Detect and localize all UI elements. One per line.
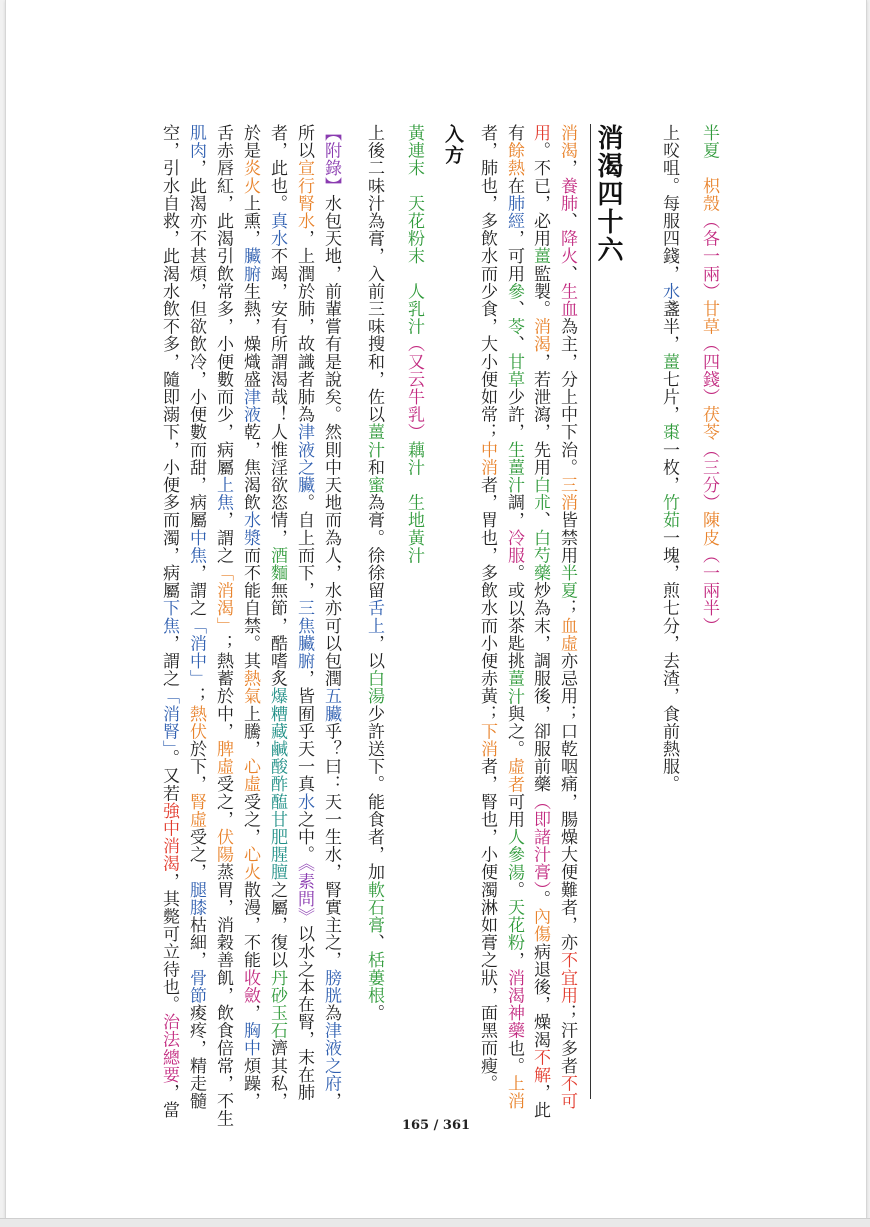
text-run: 竹茹 xyxy=(659,493,679,529)
text-run: 消渴 xyxy=(557,124,577,160)
text-column-6 xyxy=(474,124,500,1092)
text-run: 亦忌用；口乾咽痛，腸燥大便難者，亦 xyxy=(557,652,577,952)
section-heading: 消渴四十六 xyxy=(593,124,623,264)
text-run: 有 xyxy=(504,124,524,142)
text-run: ，此渴亦不甚煩，但欲飲冷，小便數而甜，病屬 xyxy=(186,159,206,529)
text-run: 下焦 xyxy=(159,599,179,635)
text-column-2 xyxy=(656,124,682,793)
text-run: 「消渴」 xyxy=(213,564,233,635)
text-run: 舌上 xyxy=(364,599,384,635)
text-run: 和 xyxy=(364,458,384,477)
text-run: 肺經 xyxy=(504,194,524,230)
text-run: 水包天地，前輩嘗有是說矣。然則中天地而為人，水亦可以包潤 xyxy=(321,194,341,688)
text-run: 上騰， xyxy=(240,704,260,758)
text-run: 內傷 xyxy=(530,907,550,943)
text-run: 。又若 xyxy=(159,749,179,802)
text-run: 蜜 xyxy=(364,476,384,494)
text-run: 枯細， xyxy=(186,916,206,969)
text-run: 脾虛 xyxy=(213,740,233,776)
text-run: 消渴神藥 xyxy=(504,968,524,1040)
text-run: 一塊，煎七分，去渣，食前熱服。 xyxy=(659,528,679,793)
text-column-1 xyxy=(696,124,722,634)
text-run: 枳殼 xyxy=(699,176,719,213)
text-run: 水漿 xyxy=(240,511,260,547)
text-run: 者，此也。 xyxy=(267,124,287,212)
page-total: 361 xyxy=(442,1118,471,1133)
text-column-8 xyxy=(361,124,387,1022)
text-run: 上焦 xyxy=(213,476,233,512)
heading-divider xyxy=(590,124,591,1099)
text-run: 薑 xyxy=(659,352,679,371)
text-run: 栝蔞根 xyxy=(364,951,384,1005)
text-run: 不竭，安有所謂渴哉！人惟淫欲恣情， xyxy=(267,247,287,547)
text-column-13 xyxy=(210,124,236,1127)
page-separator: / xyxy=(433,1118,439,1133)
page-number: 165 xyxy=(401,1118,430,1133)
text-run: 調， xyxy=(504,493,524,529)
text-run: 空，引水自救，此渴水飲不多，隨即溺下，小便多而濁，病屬 xyxy=(159,124,179,600)
text-run: 津液之臟 xyxy=(294,423,314,494)
text-run: 中焦 xyxy=(186,528,206,565)
text-run: 散漫，不能 xyxy=(240,880,260,969)
text-run: 。 xyxy=(364,1004,384,1022)
text-run: 受之， xyxy=(213,775,233,829)
text-run: 盞半， xyxy=(659,300,679,353)
text-run: ；熱蓄於中， xyxy=(213,634,233,741)
text-run: 上㕮咀。每服四錢， xyxy=(659,124,679,283)
text-run: 虛者 xyxy=(504,757,524,793)
text-run: ，若泄瀉，先用 xyxy=(530,352,550,477)
text-run: 七片， xyxy=(659,370,679,424)
text-run: 「消中」 xyxy=(186,616,206,688)
text-run: 者，肺也，多飲水而少食，大小便如常； xyxy=(477,124,497,441)
text-run: 心虛 xyxy=(240,757,260,793)
text-run: ，當 xyxy=(159,1083,179,1119)
text-run: 為膏。徐徐留 xyxy=(364,493,384,600)
text-run: 骨節 xyxy=(186,968,206,1005)
text-run: 丹砂玉石 xyxy=(267,968,287,1040)
text-run: 半夏 xyxy=(557,564,577,600)
text-run: 爆糟藏鹹酸酢醢甘肥腥膻 xyxy=(267,687,287,881)
text-run: 生血 xyxy=(557,282,577,318)
text-run: 黃連末 天花粉末 人乳汁 xyxy=(404,124,424,336)
text-run: 伏陽 xyxy=(213,828,233,864)
text-run: 心火 xyxy=(240,845,260,881)
text-run: 上消 xyxy=(504,1074,524,1110)
text-run: 降火 xyxy=(557,229,577,265)
text-run: 《素問》 xyxy=(294,863,314,926)
text-run: （各一兩） xyxy=(699,212,719,301)
text-run: 為 xyxy=(321,1004,341,1022)
text-run: 冷服 xyxy=(504,528,524,565)
text-column-15 xyxy=(156,124,182,1119)
text-run: 少許， xyxy=(504,388,524,441)
text-run: 於是 xyxy=(240,124,260,160)
text-column-5 xyxy=(501,124,527,1110)
text-run: ， xyxy=(240,1004,260,1022)
text-run: 半夏 xyxy=(699,124,719,177)
text-run: 炎火 xyxy=(240,159,260,195)
text-column-4 xyxy=(527,124,553,1119)
text-run: 用 xyxy=(530,124,550,142)
text-run: 痠疼，精走髓 xyxy=(186,1004,206,1110)
text-run: ，以 xyxy=(364,634,384,670)
text-column-9 xyxy=(318,124,344,1110)
text-run: 三焦臟腑 xyxy=(294,599,314,670)
text-run: 津液 xyxy=(240,388,260,424)
text-run: 熱氣 xyxy=(240,669,260,705)
text-run: （四錢） xyxy=(699,335,719,406)
text-run: 三消 xyxy=(557,476,577,512)
text-run: 受之， xyxy=(240,792,260,846)
text-column-3 xyxy=(554,124,580,1110)
text-run: 、 xyxy=(504,300,524,318)
text-column-14 xyxy=(183,124,209,1110)
text-column-11 xyxy=(264,124,290,1110)
text-run: 。不已，必用 xyxy=(530,141,550,248)
text-run: 腿膝 xyxy=(186,880,206,917)
text-run: 下消 xyxy=(477,722,497,758)
text-run: 餘熱 xyxy=(504,141,524,177)
text-run: 宣行腎水 xyxy=(294,159,314,230)
text-run: 不解 xyxy=(530,1048,550,1084)
text-run: 水 xyxy=(294,792,314,811)
text-run: 生熱，燥熾盛 xyxy=(240,282,260,389)
text-column-10 xyxy=(291,124,317,1101)
page-indicator xyxy=(6,1118,866,1133)
text-run: 腎虛 xyxy=(186,792,206,829)
text-run: 之中。 xyxy=(294,810,314,864)
text-run: 薑汁 xyxy=(364,423,384,459)
text-run: 、 xyxy=(557,212,577,230)
page xyxy=(5,0,867,1218)
text-run: 乾，焦渴飲 xyxy=(240,423,260,512)
text-run: （三分） xyxy=(699,440,719,512)
text-run: 肌肉 xyxy=(186,124,206,160)
text-run: 蒸胃，消穀善飢，飲食倍常，不生 xyxy=(213,863,233,1128)
text-run: 陳皮 xyxy=(699,511,719,547)
text-run: 水 xyxy=(659,282,679,301)
text-run: 膀胱 xyxy=(321,968,341,1005)
text-run: 天花粉 xyxy=(504,898,524,952)
text-run: 炒為末，調服後，卻服前藥 xyxy=(530,581,550,793)
text-run: 治法總要 xyxy=(159,1013,179,1084)
text-run: ；汗多者 xyxy=(557,1004,577,1075)
text-run: 白朮 xyxy=(530,476,550,512)
text-run: 強中消渴 xyxy=(159,801,179,873)
text-run: 白芍藥 xyxy=(530,528,550,582)
text-run: 不宜用 xyxy=(557,951,577,1005)
text-run: 。自上而下， xyxy=(294,493,314,600)
text-run: 而不能自禁。其 xyxy=(240,546,260,670)
text-run: 參 xyxy=(504,282,524,301)
text-run: ，謂之 xyxy=(213,511,233,565)
text-run: 。 xyxy=(530,889,550,908)
text-column-7 xyxy=(401,124,427,564)
text-run: 一枚， xyxy=(659,440,679,494)
text-column-12 xyxy=(237,124,263,1110)
text-run: 無節，酷嗜炙 xyxy=(267,581,287,688)
text-run: 濟其私， xyxy=(267,1039,287,1110)
text-run: 胸中 xyxy=(240,1021,260,1057)
text-run: 煩躁， xyxy=(240,1056,260,1110)
text-run: ， xyxy=(321,1092,341,1110)
text-run: 。 xyxy=(504,880,524,899)
text-run: 為主，分上中下治。 xyxy=(557,317,577,477)
text-run: ，此 xyxy=(530,1083,550,1119)
text-run: 、 xyxy=(364,933,384,952)
text-run: 以水之本在腎，末在肺 xyxy=(294,925,314,1102)
text-run: ，可用 xyxy=(504,229,524,283)
text-run: 上後二味汁為膏，入前三味搜和，佐以 xyxy=(364,124,384,424)
text-run: 、 xyxy=(557,264,577,283)
text-run: 、 xyxy=(504,335,524,353)
text-run: 皆禁用 xyxy=(557,511,577,565)
text-run: 軟石膏 xyxy=(364,880,384,934)
text-run: 生薑汁 xyxy=(504,440,524,494)
text-run: 之屬，復以 xyxy=(267,880,287,969)
text-run: 薑 xyxy=(530,247,550,265)
text-run: 、 xyxy=(530,511,550,529)
text-run: 棗 xyxy=(659,423,679,441)
text-run: 甘草 xyxy=(504,352,524,389)
text-run: 白湯 xyxy=(364,669,384,705)
text-run: （又云牛乳） xyxy=(404,335,424,441)
text-run: 上熏， xyxy=(240,194,260,248)
text-run: 人參湯 xyxy=(504,828,524,881)
text-run: 收斂 xyxy=(240,968,260,1005)
text-run: ，謂之 xyxy=(186,564,206,617)
text-run: 乎？曰：天一生水，腎實主之， xyxy=(321,722,341,969)
section-label: 入方 xyxy=(442,124,464,166)
text-run: 也。 xyxy=(504,1039,524,1075)
text-run: 「消腎」 xyxy=(159,687,179,750)
text-run: 少許送下。能食者，加 xyxy=(364,704,384,881)
text-run: 茯苓 xyxy=(699,405,719,441)
text-run: 血虛 xyxy=(557,616,577,653)
text-run: 甘草 xyxy=(699,300,719,336)
text-run: 在 xyxy=(504,176,524,195)
text-run: 不可 xyxy=(557,1074,577,1110)
text-run: 臟腑 xyxy=(240,247,260,283)
text-run: 者，胃也，多飲水而小便赤黃； xyxy=(477,476,497,723)
text-run: 苓 xyxy=(504,317,524,336)
text-run: 監製。 xyxy=(530,264,550,318)
text-run: 。或以茶匙挑 xyxy=(504,564,524,670)
text-run: 藕汁 生地黃汁 xyxy=(404,440,424,565)
text-run: 者，腎也，小便濁淋如膏之狀，面黑而瘦。 xyxy=(477,757,497,1093)
text-run: 中消 xyxy=(477,440,497,477)
text-run: 消渴 xyxy=(530,317,550,353)
text-run: 五臟 xyxy=(321,687,341,723)
text-run: 酒麵 xyxy=(267,546,287,582)
text-run: 薑汁 xyxy=(504,669,524,705)
text-run: ； xyxy=(557,599,577,617)
text-run: 可用 xyxy=(504,792,524,829)
text-run: 熱伏 xyxy=(186,704,206,741)
text-run: 病退後，燥渴 xyxy=(530,942,550,1049)
text-run: 津液之府 xyxy=(321,1021,341,1093)
text-run: ，其斃可立待也。 xyxy=(159,872,179,1014)
text-run: ； xyxy=(186,687,206,705)
text-run: ， xyxy=(504,951,524,969)
text-run: 所以 xyxy=(294,124,314,160)
text-run: ，謂之 xyxy=(159,634,179,688)
text-run: ， xyxy=(557,159,577,177)
text-run: 真水 xyxy=(267,212,287,248)
text-run: 【附錄】 xyxy=(321,124,341,195)
text-run: 與之。 xyxy=(504,704,524,758)
text-run: 於下， xyxy=(186,740,206,793)
text-run: ，皆囿乎天一真 xyxy=(294,669,314,793)
text-run: （一兩半） xyxy=(699,546,719,635)
text-run: 舌赤唇紅，此渴引飲常多，小便數而少，病屬 xyxy=(213,124,233,476)
text-run: 養肺 xyxy=(557,176,577,213)
text-run: ，上潤於肺，故識者肺為 xyxy=(294,229,314,424)
text-run: 受之， xyxy=(186,828,206,881)
text-run: （即諸汁膏） xyxy=(530,792,550,890)
